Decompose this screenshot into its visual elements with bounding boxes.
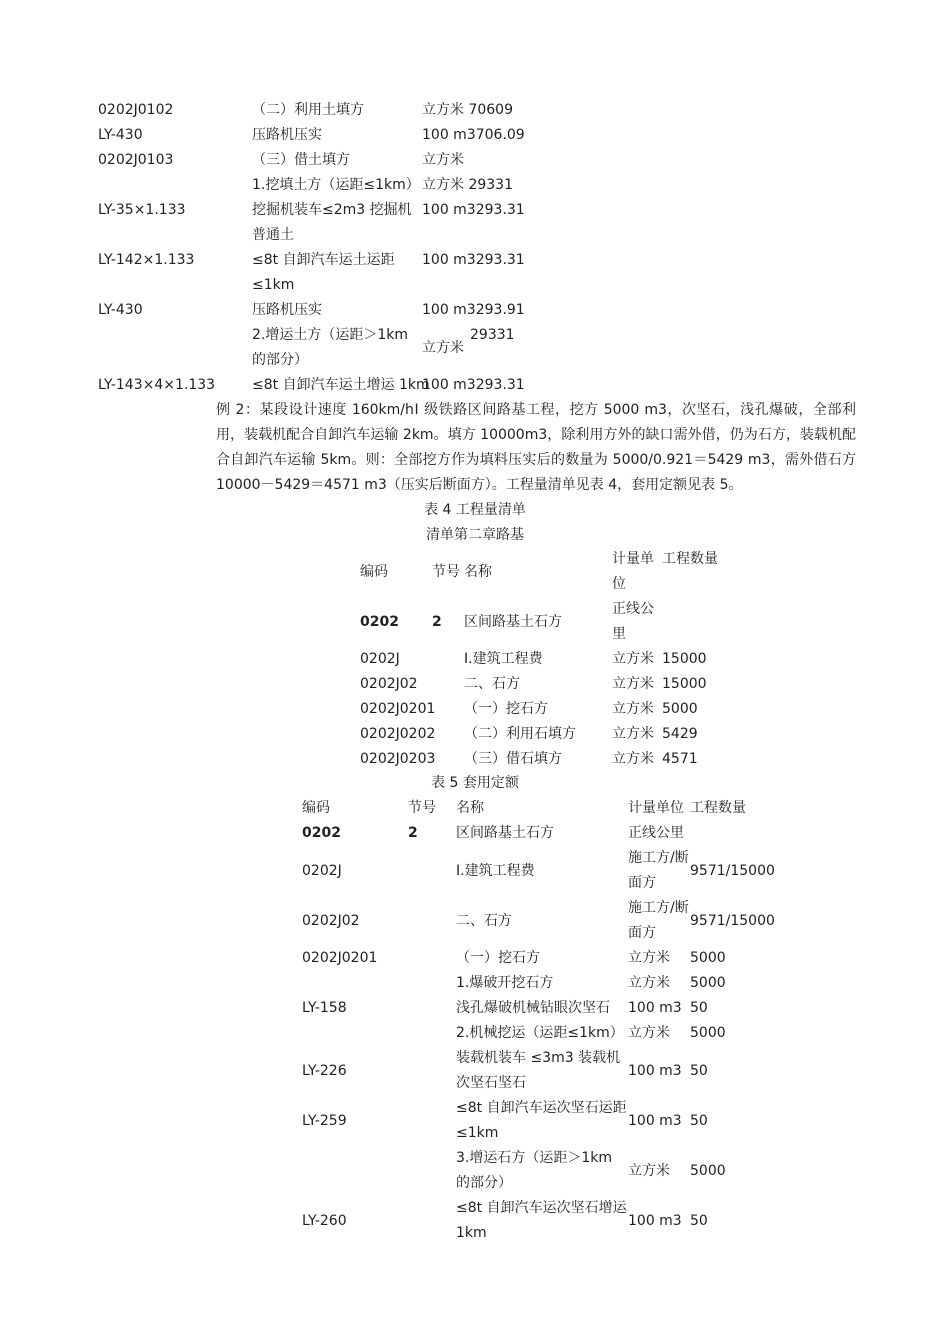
table-row: [360, 597, 720, 647]
section-cell: [408, 1196, 456, 1246]
table-row: [98, 123, 558, 148]
name-cell: 1.爆破开挖石方: [456, 975, 554, 991]
table-row: [98, 248, 558, 298]
code-cell: 0202J0202: [360, 726, 436, 742]
table-row: [98, 373, 558, 398]
code-cell: 0202J0102: [98, 102, 174, 118]
code-cell: 0202: [302, 825, 341, 841]
example-paragraph: 例 2：某段设计速度 160km/hⅠ 级铁路区间路基工程，挖方 5000 m3，次坚石，浅孔爆破，全部利用，装载机配合自卸汽车运输 2km。填方 10000m3，除利用方外的缺口需外借，仍为石方，装载机配合自卸汽车运输 5km。则：全部挖方作为填料压实后的数量为 5000/0.921＝5429 m3，需外借石方 10000－5429＝4571 m3（压实后断面方）。工程量清单见表 4，套用定额见表 5。: [216, 402, 856, 493]
unit-cell: 立方米: [628, 1162, 670, 1179]
table-row: [302, 896, 782, 946]
bill-of-quantities-table: [360, 547, 720, 772]
code-cell: [98, 173, 252, 198]
code-cell: [302, 1146, 408, 1196]
code-cell: LY-260: [302, 1212, 347, 1229]
unit-cell: 100 m3293.31: [422, 202, 525, 218]
table-row: [360, 722, 720, 747]
table-row: [98, 323, 558, 373]
table-row: [302, 1046, 782, 1096]
code-cell: LY-143×4×1.133: [98, 377, 216, 393]
name-cell: ≤8t 自卸汽车运次坚石运距≤1km: [456, 1100, 627, 1141]
name-cell: 装载机装车 ≤3m3 装载机次坚石坚石: [456, 1050, 621, 1091]
code-cell: 0202J0103: [98, 152, 174, 168]
qty-cell: 29331: [470, 327, 515, 343]
table-header-row: [302, 796, 782, 821]
table5-caption: 表 5 套用定额: [431, 775, 519, 791]
header-qty: 工程数量: [690, 800, 746, 816]
code-cell: LY-158: [302, 1000, 347, 1016]
qty-cell: 9571/15000: [690, 912, 775, 929]
qty-cell: 5000: [690, 975, 726, 991]
section-cell: [408, 1046, 456, 1096]
code-cell: LY-430: [98, 302, 143, 318]
unit-cell: 100 m3293.31: [422, 377, 525, 393]
unit-cell: 立方米: [422, 339, 464, 356]
unit-cell: 立方米: [422, 152, 464, 168]
qty-cell: 5000: [690, 1162, 726, 1179]
name-cell: ≤8t 自卸汽车运土运距≤1km: [252, 252, 395, 293]
code-cell: 0202J0201: [360, 701, 436, 717]
header-code: 编码: [302, 800, 330, 816]
unit-cell: 立方米: [612, 701, 654, 717]
name-cell: 1.挖填土方（运距≤1km）: [252, 177, 420, 193]
table-row: [98, 198, 558, 248]
name-cell: 二、石方: [456, 912, 512, 929]
code-cell: [98, 323, 252, 373]
code-cell: 0202J02: [360, 676, 418, 692]
header-name: 名称: [456, 800, 484, 816]
unit-cell: 100 m3: [628, 1112, 682, 1129]
name-cell: Ⅰ.建筑工程费: [464, 651, 543, 667]
name-cell: 压路机压实: [252, 127, 322, 143]
qty-cell: 50: [690, 1000, 708, 1016]
qty-cell: 4571: [662, 751, 698, 767]
table-row: [360, 697, 720, 722]
header-section: 节号: [432, 563, 460, 580]
table-row: [302, 946, 782, 971]
unit-cell: 立方米: [612, 676, 654, 692]
name-cell: （三）借石填方: [464, 751, 562, 767]
table-row: [302, 821, 782, 846]
section-cell: [408, 946, 456, 971]
code-cell: 0202J: [360, 651, 400, 667]
name-cell: （三）借土填方: [252, 152, 350, 168]
name-cell: （二）利用石填方: [464, 726, 576, 742]
code-cell: [302, 971, 408, 996]
section-cell: 2: [408, 825, 418, 841]
code-cell: 0202J02: [302, 912, 360, 929]
name-cell: （一）挖石方: [456, 950, 540, 966]
table-row: [360, 672, 720, 697]
unit-cell: 100 m3293.31: [422, 252, 525, 268]
section-cell: [408, 896, 456, 946]
section-cell: [432, 647, 464, 672]
code-cell: LY-430: [98, 127, 143, 143]
qty-cell: 5000: [690, 1025, 726, 1041]
qty-cell: 15000: [662, 676, 707, 692]
table-row: [302, 1146, 782, 1196]
table-row: [98, 148, 558, 173]
section-cell: 2: [432, 613, 442, 630]
qty-cell: 50: [690, 1112, 708, 1129]
table-row: [302, 1196, 782, 1246]
qty-cell: [690, 821, 782, 846]
section-cell: [432, 672, 464, 697]
name-cell: 区间路基土石方: [456, 825, 554, 841]
header-qty: 工程数量: [662, 551, 718, 567]
name-cell: 压路机压实: [252, 302, 322, 318]
table-row: [302, 996, 782, 1021]
qty-cell: 15000: [662, 651, 707, 667]
qty-cell: 50: [690, 1062, 708, 1079]
name-cell: 浅孔爆破机械钻眼次坚石: [456, 1000, 610, 1016]
table-row: [302, 846, 782, 896]
table-row: [98, 173, 558, 198]
unit-cell: 正线公里: [612, 601, 654, 642]
unit-cell: 立方米 70609: [422, 102, 513, 118]
qty-cell: [662, 597, 720, 647]
name-cell: 区间路基土石方: [464, 613, 562, 630]
section-cell: [408, 996, 456, 1021]
unit-cell: 100 m3: [628, 1000, 682, 1016]
table-row: [302, 1021, 782, 1046]
name-cell: （二）利用土填方: [252, 102, 364, 118]
code-cell: 0202J0203: [360, 751, 436, 767]
section-cell: [408, 1096, 456, 1146]
section-cell: [408, 1021, 456, 1046]
code-cell: LY-142×1.133: [98, 252, 195, 268]
unit-cell: 施工方/断面方: [628, 850, 689, 891]
unit-cell: 100 m3: [628, 1212, 682, 1229]
name-cell: （一）挖石方: [464, 701, 548, 717]
section-cell: [432, 697, 464, 722]
name-cell: 挖掘机装车≤2m3 挖掘机普通土: [252, 202, 412, 243]
quota-table: [302, 796, 782, 1246]
table-row: [302, 1096, 782, 1146]
unit-cell: 100 m3: [628, 1062, 682, 1079]
name-cell: Ⅰ.建筑工程费: [456, 862, 535, 879]
unit-cell: 100 m3293.91: [422, 302, 525, 318]
qty-cell: 5429: [662, 726, 698, 742]
unit-cell: 立方米: [612, 751, 654, 767]
code-cell: LY-226: [302, 1062, 347, 1079]
table4-caption: 表 4 工程量清单: [424, 502, 526, 518]
qty-cell: 50: [690, 1212, 708, 1229]
section-cell: [408, 1146, 456, 1196]
unit-cell: 立方米: [612, 726, 654, 742]
code-cell: 0202J: [302, 862, 342, 879]
table-row: [98, 98, 558, 123]
code-cell: [302, 1021, 408, 1046]
code-cell: 0202: [360, 613, 399, 630]
quota-table-continued: [98, 98, 558, 398]
qty-cell: 5000: [662, 701, 698, 717]
unit-cell: 立方米: [628, 975, 670, 991]
qty-cell: 9571/15000: [690, 862, 775, 879]
name-cell: 3.增运石方（运距＞1km 的部分）: [456, 1150, 613, 1191]
table4-subcaption: 清单第二章路基: [426, 527, 524, 543]
unit-cell: 立方米: [612, 651, 654, 667]
header-unit: 计量单位: [612, 551, 654, 592]
unit-cell: 立方米 29331: [422, 177, 513, 193]
name-cell: 二、石方: [464, 676, 520, 692]
table-row: [360, 747, 720, 772]
name-cell: 2.增运土方（运距＞1km 的部分）: [252, 327, 409, 368]
header-unit: 计量单位: [628, 800, 684, 816]
table-row: [360, 647, 720, 672]
name-cell: 2.机械挖运（运距≤1km）: [456, 1025, 624, 1041]
header-section: 节号: [408, 800, 436, 816]
unit-cell: 立方米: [628, 1025, 670, 1041]
unit-cell: 100 m3706.09: [422, 127, 525, 143]
code-cell: 0202J0201: [302, 950, 378, 966]
code-cell: LY-259: [302, 1112, 347, 1129]
unit-cell: 施工方/断面方: [628, 900, 689, 941]
unit-cell: 立方米: [628, 950, 670, 966]
section-cell: [408, 971, 456, 996]
table-row: [302, 971, 782, 996]
table-header-row: [360, 547, 720, 597]
qty-cell: 5000: [690, 950, 726, 966]
header-code: 编码: [360, 563, 388, 580]
name-cell: ≤8t 自卸汽车运土增运 1km: [252, 377, 430, 393]
name-cell: ≤8t 自卸汽车运次坚石增运 1km: [456, 1200, 627, 1241]
table-row: [98, 298, 558, 323]
code-cell: LY-35×1.133: [98, 202, 186, 218]
section-cell: [408, 846, 456, 896]
section-cell: [432, 747, 464, 772]
section-cell: [432, 722, 464, 747]
header-name: 名称: [464, 563, 492, 580]
unit-cell: 正线公里: [628, 825, 684, 841]
